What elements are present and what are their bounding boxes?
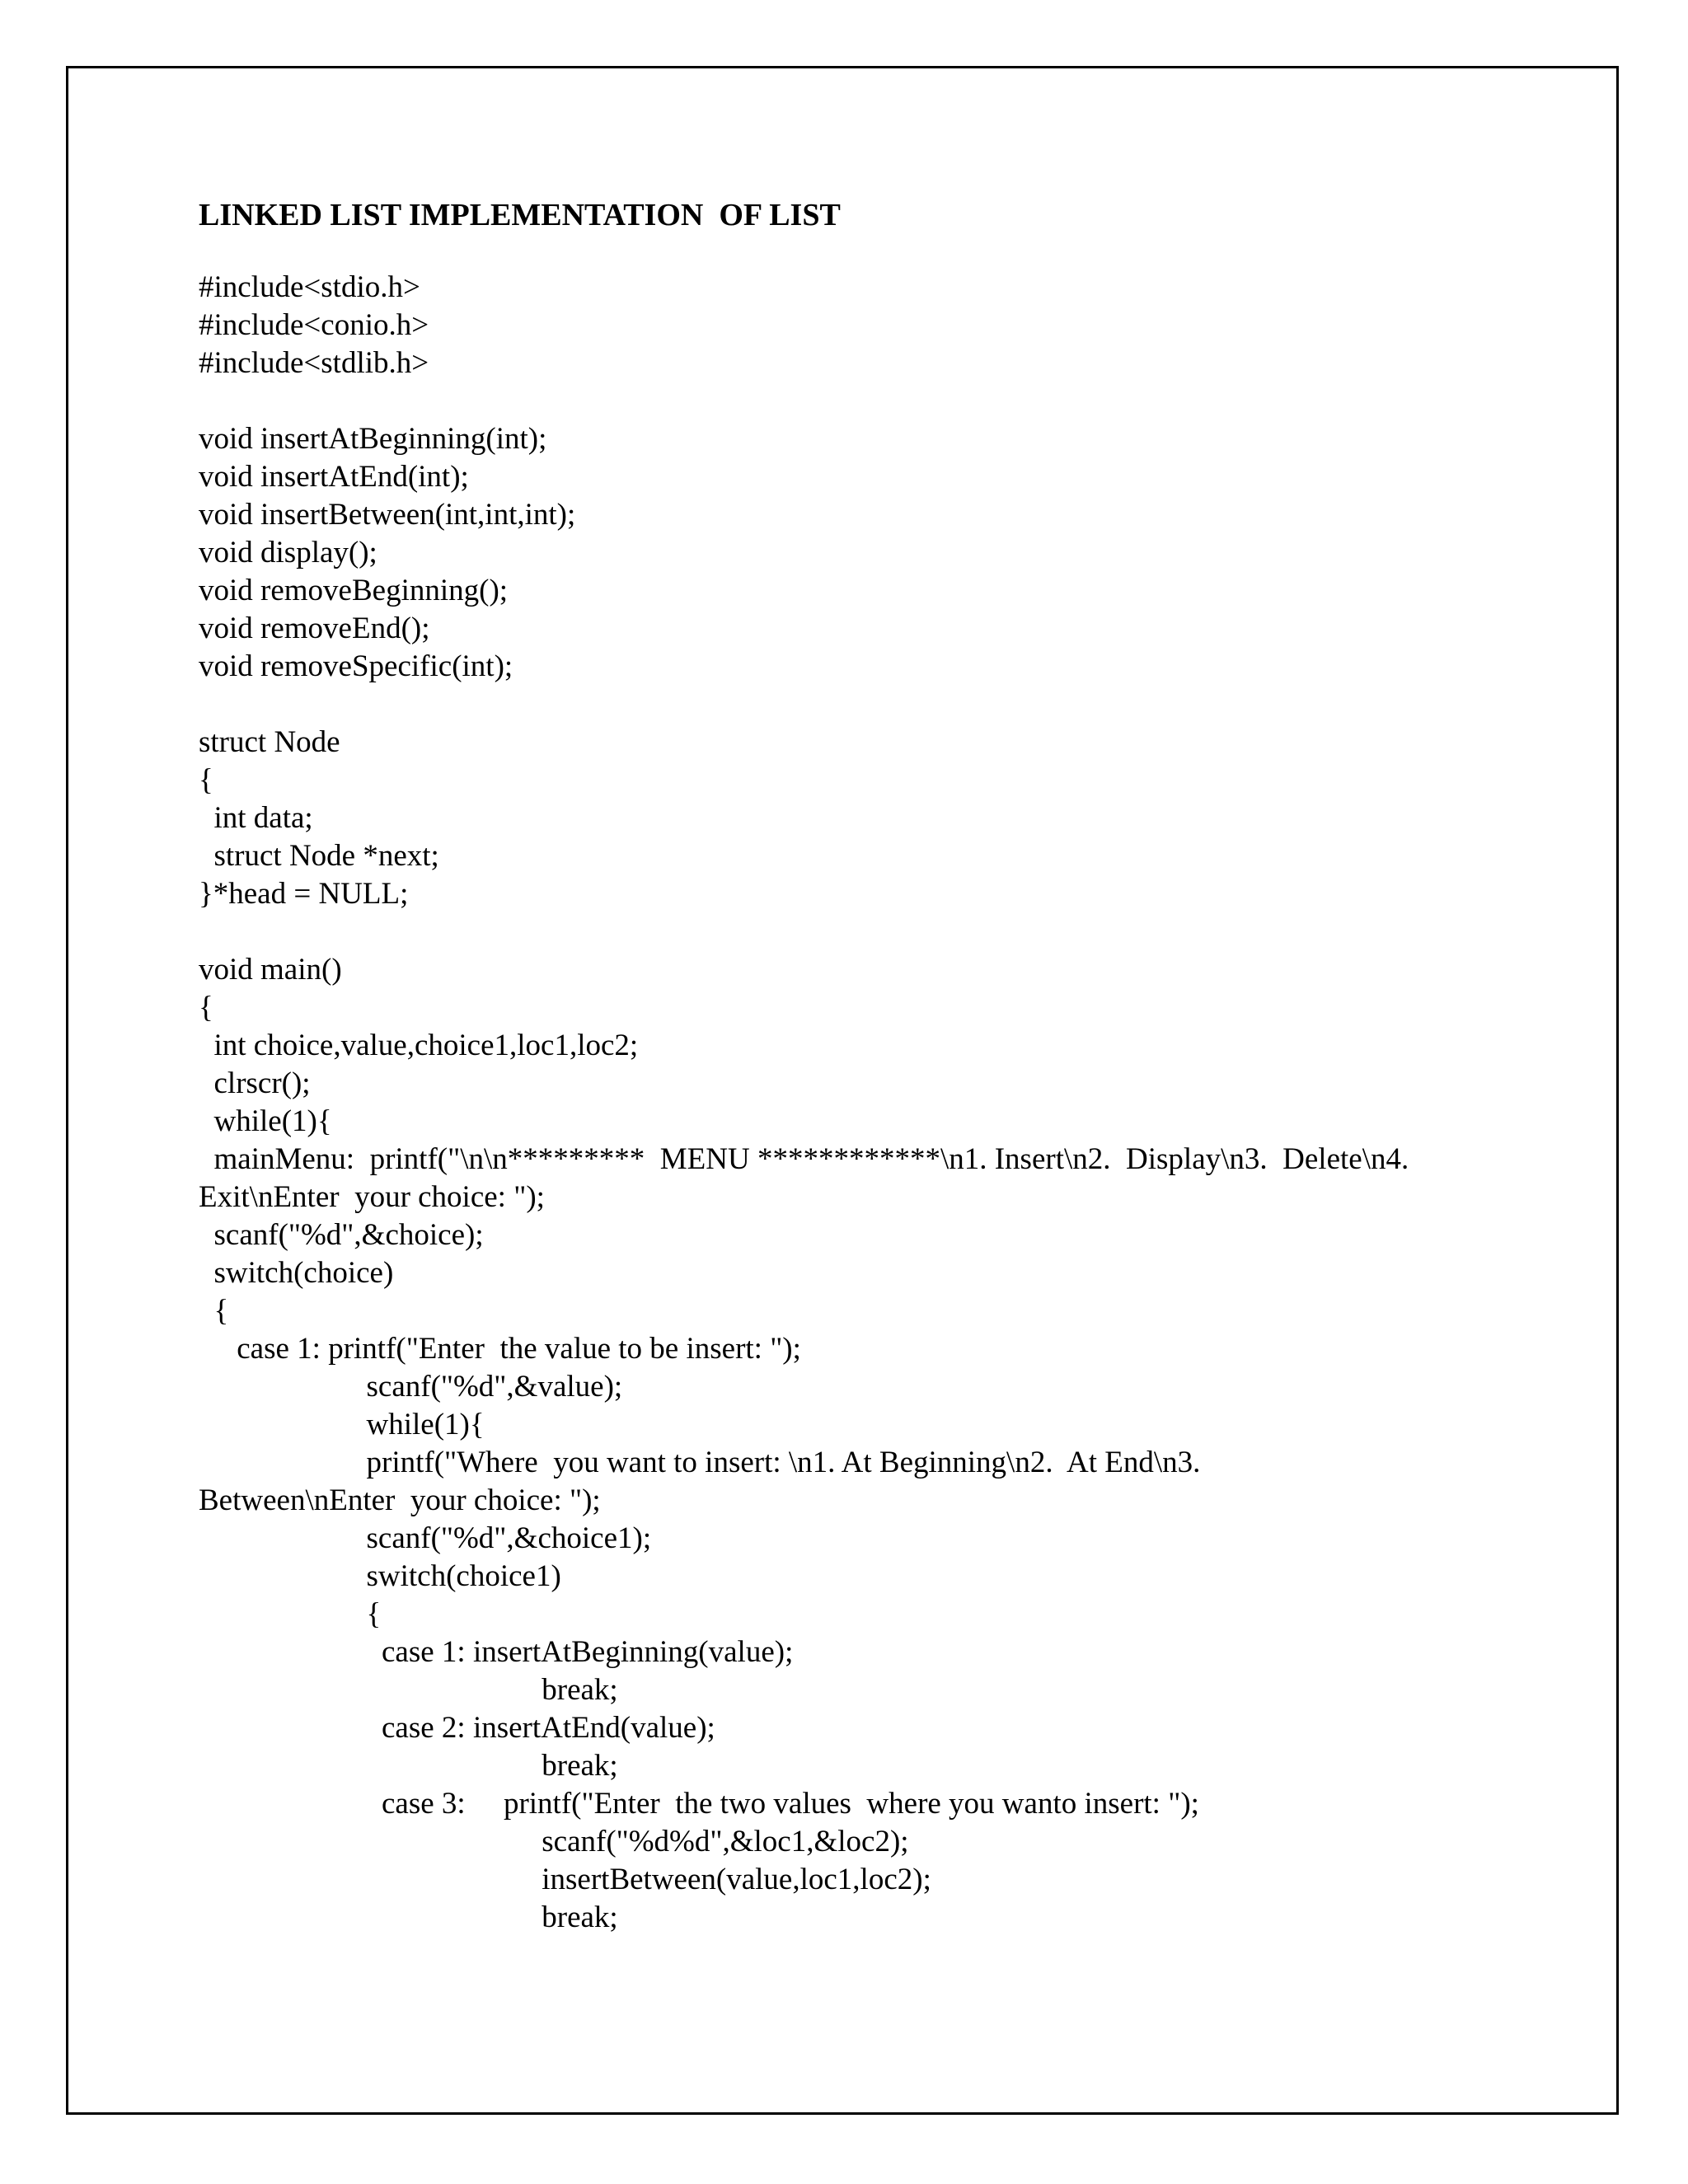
code-line: Exit\nEnter your choice: "); bbox=[199, 1180, 545, 1214]
code-line: case 1: insertAtBeginning(value); bbox=[199, 1635, 794, 1669]
code-line bbox=[199, 913, 1517, 951]
code-line: mainMenu: printf("\n\n********* MENU ************\n1. Insert\n2. Display\n3. Delete\n4. bbox=[199, 1142, 1409, 1176]
code-line: while(1){ bbox=[199, 1104, 332, 1138]
document-title: LINKED LIST IMPLEMENTATION OF LIST bbox=[199, 198, 841, 232]
code-line: { bbox=[199, 763, 213, 797]
code-line: case 3: printf("Enter the two values where you wanto insert: "); bbox=[199, 1787, 1199, 1821]
code-line: void removeBeginning(); bbox=[199, 574, 509, 607]
code-line: void insertAtBeginning(int); bbox=[199, 422, 547, 456]
code-line: void removeEnd(); bbox=[199, 612, 430, 645]
code-line: scanf("%d%d",&loc1,&loc2); bbox=[199, 1825, 909, 1858]
code-line: struct Node *next; bbox=[199, 839, 439, 873]
code-line: void insertBetween(int,int,int); bbox=[199, 498, 576, 532]
code-line: scanf("%d",&choice1); bbox=[199, 1521, 652, 1555]
code-line: switch(choice) bbox=[199, 1256, 394, 1290]
code-line: void insertAtEnd(int); bbox=[199, 460, 469, 494]
code-line: { bbox=[199, 1597, 382, 1631]
code-line: #include<stdio.h> bbox=[199, 270, 420, 304]
code-listing bbox=[199, 269, 1517, 1937]
document-content bbox=[199, 191, 1517, 1937]
code-line: void main() bbox=[199, 953, 342, 987]
code-line bbox=[199, 686, 1517, 724]
code-line: { bbox=[199, 991, 213, 1024]
code-line: void removeSpecific(int); bbox=[199, 649, 513, 683]
code-line: break; bbox=[199, 1673, 618, 1707]
code-line: int choice,value,choice1,loc1,loc2; bbox=[199, 1029, 639, 1062]
code-line: #include<stdlib.h> bbox=[199, 346, 429, 380]
code-line: }*head = NULL; bbox=[199, 877, 409, 911]
code-line: void display(); bbox=[199, 536, 377, 569]
code-line: clrscr(); bbox=[199, 1066, 311, 1100]
code-line: case 2: insertAtEnd(value); bbox=[199, 1711, 715, 1745]
code-line: struct Node bbox=[199, 725, 340, 759]
code-line: Between\nEnter your choice: "); bbox=[199, 1483, 601, 1517]
code-line: scanf("%d",&value); bbox=[199, 1370, 623, 1404]
code-line: break; bbox=[199, 1900, 618, 1934]
code-line: case 1: printf("Enter the value to be insert: "); bbox=[199, 1332, 801, 1366]
code-line bbox=[199, 382, 1517, 420]
code-line: { bbox=[199, 1294, 229, 1328]
code-line: break; bbox=[199, 1749, 618, 1783]
code-line: int data; bbox=[199, 801, 313, 835]
code-line: #include<conio.h> bbox=[199, 308, 429, 342]
code-line: switch(choice1) bbox=[199, 1559, 561, 1593]
code-line: scanf("%d",&choice); bbox=[199, 1218, 484, 1252]
code-line: insertBetween(value,loc1,loc2); bbox=[199, 1863, 931, 1896]
code-line: while(1){ bbox=[199, 1408, 485, 1441]
code-line: printf("Where you want to insert: \n1. At Beginning\n2. At End\n3. bbox=[199, 1446, 1201, 1479]
